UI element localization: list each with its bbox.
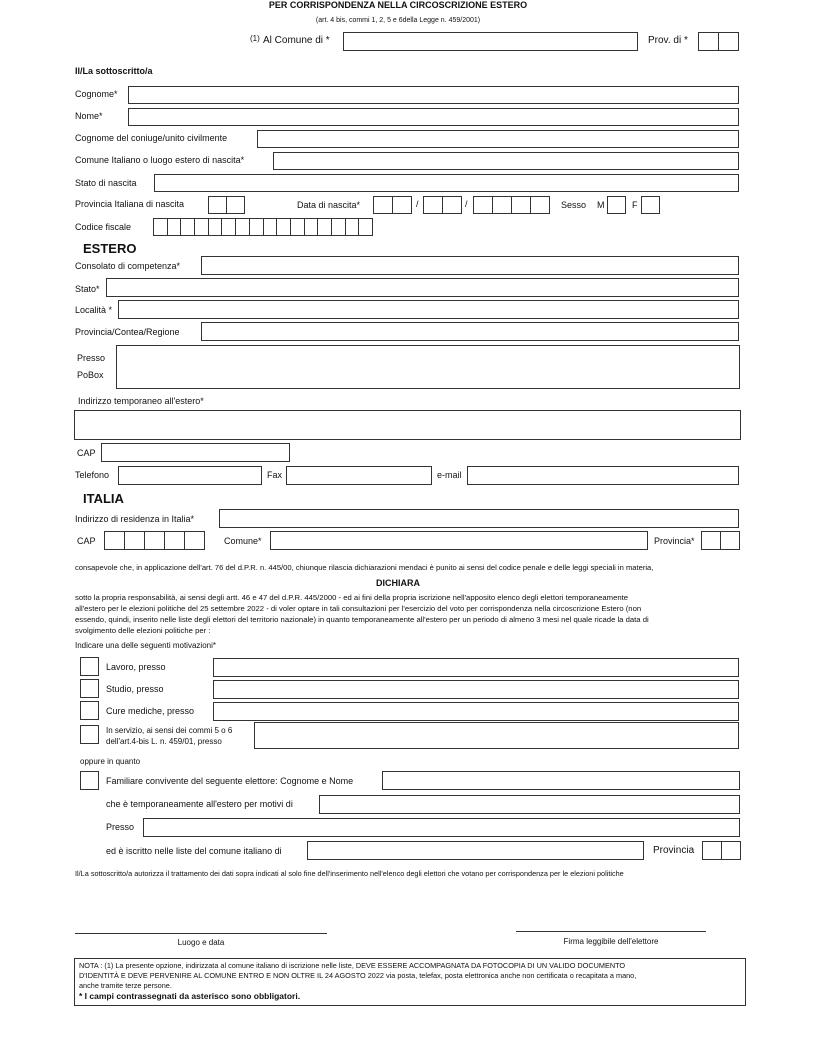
localita-label: Località * (75, 305, 113, 315)
coniuge-input[interactable] (257, 130, 739, 148)
provincia-nascita-input[interactable] (208, 196, 245, 214)
consapevole-text: consapevole che, in applicazione dell'art. 76 del d.P.R. n. 445/00, chiunque rilascia dichiarazioni mendaci è punito ai sensi del codice penale e delle leggi speciali in materia, (75, 563, 654, 572)
lavoro-label: Lavoro, presso (106, 662, 166, 672)
indirizzo-italia-input[interactable] (219, 509, 739, 528)
cure-checkbox[interactable] (80, 701, 99, 720)
nota-line-2: D'IDENTITÀ E DEVE PERVENIRE AL COMUNE ENTRO E NON OLTRE IL 24 AGOSTO 2022 via posta, telefax, posta elettronica anche non certificata o recapitata a mano, (79, 971, 637, 980)
studio-label: Studio, presso (106, 684, 164, 694)
temporaneamente-label: che è temporaneamente all'estero per motivi di (106, 799, 293, 809)
data-nascita-label: Data di nascita* (297, 200, 361, 210)
familiare-checkbox[interactable] (80, 771, 99, 790)
provincia-italia-label: Provincia* (654, 536, 695, 546)
comune-italia-label: Comune* (224, 536, 262, 546)
cap-estero-input[interactable] (101, 443, 290, 462)
form-title: PER CORRISPONDENZA NELLA CIRCOSCRIZIONE ESTERO (268, 0, 528, 10)
consolato-label: Consolato di competenza* (75, 261, 181, 271)
sesso-f-label: F (632, 200, 638, 210)
motivazioni-label: Indicare una delle seguenti motivazioni* (75, 641, 216, 650)
form-subtitle: (art. 4 bis, commi 1, 2, 5 e 6della Legge n. 459/2001) (315, 17, 481, 24)
presso-familiare-label: Presso (106, 822, 135, 832)
nota-line-3: anche tramite terze persone. (79, 981, 172, 990)
sesso-label: Sesso (561, 200, 587, 210)
sesso-m-box[interactable] (607, 196, 626, 214)
provincia-estero-input[interactable] (201, 322, 739, 341)
email-input[interactable] (467, 466, 739, 485)
localita-input[interactable] (118, 300, 739, 319)
cognome-input[interactable] (128, 86, 739, 104)
studio-input[interactable] (213, 680, 739, 699)
presso-label: Presso (77, 353, 106, 363)
fax-input[interactable] (286, 466, 432, 485)
servizio-checkbox[interactable] (80, 725, 99, 744)
indirizzo-italia-label: Indirizzo di residenza in Italia* (75, 514, 195, 524)
servizio-label-1: In servizio, ai sensi dei commi 5 o 6 (106, 726, 233, 735)
iscritto-provincia-label: Provincia (653, 845, 695, 856)
nota-line-1: NOTA : (1) La presente opzione, indirizzata al comune italiano di iscrizione nelle liste, DEVE ESSERE ACCOMPAGNATA DA FOTOCOPIA DI UN VALIDO DOCUMENTO (79, 961, 626, 970)
date-separator: / (465, 199, 468, 209)
dichiara-text-3: essendo, quindi, inserito nelle liste degli elettori del territorio nazionale) in quanto temporaneamente all'estero per un periodo di almeno 3 mesi nel quale ricade la data di (75, 615, 649, 624)
italia-heading: ITALIA (83, 491, 124, 506)
lavoro-input[interactable] (213, 658, 739, 677)
telefono-label: Telefono (75, 470, 110, 480)
familiare-label: Familiare convivente del seguente elettore: Cognome e Nome (106, 776, 354, 786)
dichiara-text-2: all'estero per le elezioni politiche del 25 settembre 2022 - di voler optare in tali consultazioni per l'esercizio del voto per corrispondenza nella circoscrizione Estero (non (75, 604, 642, 613)
provincia-nascita-label: Provincia Italiana di nascita (75, 199, 185, 209)
dichiara-heading: DICHIARA (376, 578, 420, 588)
prov-input[interactable] (698, 32, 739, 51)
cure-label: Cure mediche, presso (106, 706, 195, 716)
email-label: e-mail (437, 470, 462, 480)
luogo-data-label: Luogo e data (177, 938, 225, 947)
iscritto-provincia-input[interactable] (702, 841, 741, 860)
oppure-label: oppure in quanto (80, 757, 141, 766)
sottoscritto-heading: Il/La sottoscritto/a (75, 66, 153, 76)
coniuge-label: Cognome del coniuge/unito civilmente (75, 133, 228, 143)
servizio-input[interactable] (254, 722, 739, 749)
servizio-label-2: dell'art.4-bis L. n. 459/01, presso (106, 737, 222, 746)
mese-nascita-input[interactable] (423, 196, 462, 214)
sesso-f-box[interactable] (641, 196, 660, 214)
nome-input[interactable] (128, 108, 739, 126)
firma-label: Firma leggibile dell'elettore (563, 937, 659, 946)
familiare-input[interactable] (382, 771, 740, 790)
iscritto-comune-input[interactable] (307, 841, 644, 860)
anno-nascita-input[interactable] (473, 196, 550, 214)
stato-input[interactable] (106, 278, 739, 297)
cure-input[interactable] (213, 702, 739, 721)
presso-pobox-input[interactable] (116, 345, 740, 389)
luogo-data-line[interactable] (75, 933, 327, 934)
consolato-input[interactable] (201, 256, 739, 275)
estero-heading: ESTERO (83, 241, 137, 256)
telefono-input[interactable] (118, 466, 262, 485)
codice-fiscale-label: Codice fiscale (75, 222, 132, 232)
sesso-m-label: M (597, 200, 605, 210)
giorno-nascita-input[interactable] (373, 196, 412, 214)
provincia-italia-input[interactable] (701, 531, 740, 550)
comune-input[interactable] (343, 32, 638, 51)
comune-nascita-label: Comune Italiano o luogo estero di nascita* (75, 155, 245, 165)
dichiara-text-4: svolgimento delle elezioni politiche per : (75, 626, 211, 635)
temporaneamente-input[interactable] (319, 795, 740, 814)
footnote-marker: (1) (250, 34, 260, 43)
fax-label: Fax (267, 470, 283, 480)
obbligatori-note: * I campi contrassegnati da asterisco sono obbligatori. (79, 991, 301, 1001)
cognome-label: Cognome* (75, 89, 118, 99)
stato-label: Stato* (75, 284, 100, 294)
cap-estero-label: CAP (77, 448, 96, 458)
presso-familiare-input[interactable] (143, 818, 740, 837)
prov-label: Prov. di * (648, 35, 688, 46)
nome-label: Nome* (75, 111, 103, 121)
pobox-label: PoBox (77, 370, 104, 380)
dichiara-text-1: sotto la propria responsabilità, ai sensi degli artt. 46 e 47 del d.P.R. 445/2000 - ed ai fini della propria iscrizione nell'apposito elenco degli elettori temporaneamente (75, 593, 629, 602)
indirizzo-estero-label: Indirizzo temporaneo all'estero* (78, 396, 204, 406)
studio-checkbox[interactable] (80, 679, 99, 698)
codice-fiscale-input[interactable] (153, 218, 373, 236)
date-separator: / (416, 199, 419, 209)
provincia-estero-label: Provincia/Contea/Regione (75, 327, 180, 337)
cap-italia-label: CAP (77, 536, 96, 546)
cap-italia-input[interactable] (104, 531, 205, 550)
lavoro-checkbox[interactable] (80, 657, 99, 676)
privacy-text: Il/La sottoscritto/a autorizza il trattamento dei dati sopra indicati al solo fine dell'inserimento nell'elenco degli elettori che votano per corrispondenza per le elezioni politiche (75, 869, 624, 878)
indirizzo-estero-input[interactable] (74, 410, 741, 440)
comune-nascita-input[interactable] (273, 152, 739, 170)
iscritto-label: ed è iscritto nelle liste del comune italiano di (106, 846, 282, 856)
comune-italia-input[interactable] (270, 531, 648, 550)
stato-nascita-label: Stato di nascita (75, 178, 137, 188)
firma-line[interactable] (516, 931, 706, 932)
stato-nascita-input[interactable] (154, 174, 739, 192)
nota-box (74, 958, 746, 1006)
comune-label: Al Comune di * (263, 35, 330, 46)
